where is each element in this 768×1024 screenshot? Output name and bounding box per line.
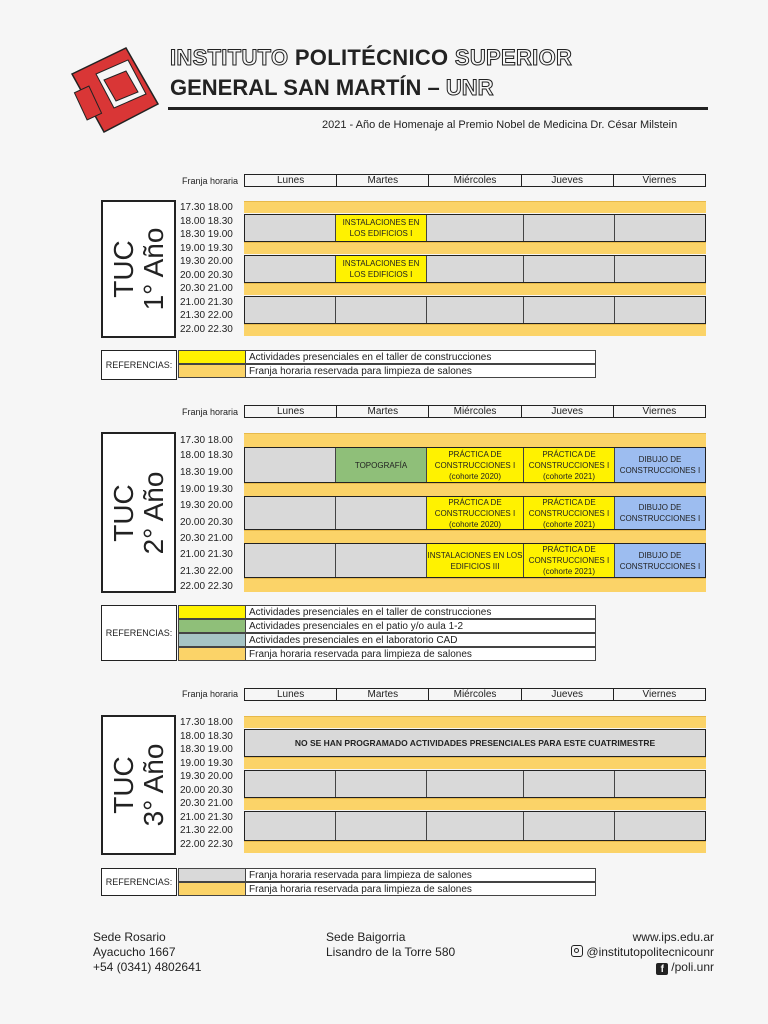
reference-text: Actividades presenciales en el patio y/o aula 1-2 [246, 620, 595, 632]
schedule-cell [245, 771, 335, 797]
year-title-box [101, 200, 176, 338]
schedule-cell [335, 771, 426, 797]
year-title-box [101, 432, 176, 593]
day-miercoles: Miércoles [428, 175, 520, 186]
schedule-cell [426, 215, 523, 241]
day-jueves: Jueves [521, 175, 613, 186]
day-viernes: Viernes [613, 406, 705, 417]
day-lunes: Lunes [276, 689, 305, 700]
reference-row [178, 647, 596, 661]
color-swatch [179, 883, 246, 895]
cleaning-band [244, 242, 706, 254]
cleaning-band [244, 757, 706, 769]
cleaning-band [244, 578, 706, 592]
time-slot: 20.30 21.00 [180, 533, 233, 544]
schedule-cell: INSTALACIONES EN LOS EDIFICIOS I [335, 256, 426, 282]
footer-baigorria-title: Sede Baigorria [326, 930, 406, 944]
time-slot: 18.00 18.30 [180, 450, 233, 461]
color-swatch [179, 648, 246, 660]
schedule-cell [335, 297, 426, 323]
time-slot: 22.00 22.30 [180, 838, 233, 850]
schedule-cell [614, 771, 705, 797]
instagram-icon [571, 945, 583, 957]
time-slot: 21.30 22.00 [180, 566, 233, 577]
schedule-cell [245, 812, 335, 840]
schedule-block [244, 770, 706, 798]
schedule-cell [335, 544, 426, 577]
schedule-cell [245, 256, 335, 282]
time-slot: 21.00 21.30 [180, 811, 233, 823]
footer-rosario-title: Sede Rosario [93, 930, 166, 944]
references-label: REFERENCIAS: [101, 868, 177, 896]
reference-row [178, 868, 596, 882]
reference-row [178, 633, 596, 647]
days-header [244, 405, 706, 418]
schedule-cell [426, 771, 523, 797]
schedule-cell: INSTALACIONES EN LOS EDIFICIOS I [335, 215, 426, 241]
reference-row [178, 619, 596, 633]
institute-word-5: UNR [445, 75, 494, 100]
facebook-row[interactable] [571, 960, 714, 975]
schedule-cell: PRÁCTICA DE CONSTRUCCIONES I (cohorte 2021) [523, 497, 614, 529]
time-slot: 21.30 22.00 [180, 310, 233, 321]
schedule-block [244, 543, 706, 578]
year-motto: 2021 - Año de Homenaje al Premio Nobel de Medicina Dr. César Milstein [322, 119, 678, 131]
schedule-cell: TOPOGRAFÍA [335, 448, 426, 482]
time-slot: 18.30 19.00 [180, 229, 233, 240]
institute-word-3: SUPERIOR [454, 45, 573, 70]
schedule-cell: PRÁCTICA DE CONSTRUCCIONES I (cohorte 2021) [523, 544, 614, 577]
color-swatch [179, 351, 246, 363]
time-slot: 18.00 18.30 [180, 215, 233, 227]
footer-baigorria [326, 930, 455, 960]
footer-rosario [93, 930, 201, 975]
color-swatch [179, 634, 246, 646]
institute-word-2: POLITÉCNICO [294, 45, 449, 70]
schedule-cell [335, 812, 426, 840]
institute-word-4: GENERAL SAN MARTÍN – [170, 75, 440, 100]
time-slot: 20.30 21.00 [180, 283, 233, 294]
time-slot: 17.30 18.00 [180, 717, 233, 728]
instagram-row[interactable] [571, 945, 714, 960]
cleaning-band [244, 716, 706, 728]
time-slot: 19.00 19.30 [180, 757, 233, 769]
time-slot: 19.30 20.00 [180, 771, 233, 782]
schedule-block [244, 255, 706, 283]
schedule-block [244, 296, 706, 324]
day-miercoles: Miércoles [428, 689, 520, 700]
year-title: TUC 2° Año [107, 471, 169, 554]
time-slot: 17.30 18.00 [180, 435, 233, 446]
time-slot: 20.00 20.30 [180, 784, 233, 796]
schedule-block [244, 447, 706, 483]
reference-text: Actividades presenciales en el laboratorio CAD [246, 634, 595, 646]
time-slot: 22.00 22.30 [180, 581, 233, 592]
time-slot: 20.00 20.30 [180, 517, 233, 528]
schedule-cell [426, 256, 523, 282]
day-martes: Martes [336, 175, 428, 186]
color-swatch [179, 620, 246, 632]
reference-row [178, 605, 596, 619]
schedule-block [244, 811, 706, 841]
cleaning-band [244, 283, 706, 295]
day-lunes: Lunes [276, 406, 305, 417]
schedule-cell [245, 497, 335, 529]
day-martes: Martes [336, 406, 428, 417]
schedule-block [244, 214, 706, 242]
references-label: REFERENCIAS: [101, 350, 177, 380]
color-swatch [179, 869, 246, 881]
reference-text: Actividades presenciales en el taller de construcciones [246, 351, 595, 363]
schedule-cell [335, 497, 426, 529]
time-slot: 20.00 20.30 [180, 269, 233, 281]
year-title: TUC 1° Año [107, 227, 169, 311]
franja-label: Franja horaria [182, 689, 239, 699]
time-slot: 20.30 21.00 [180, 798, 233, 809]
institute-logo [66, 44, 162, 136]
color-swatch [179, 365, 246, 377]
time-slot: 21.00 21.30 [180, 296, 233, 308]
cleaning-band [244, 324, 706, 336]
cleaning-band [244, 798, 706, 810]
time-slot: 19.00 19.30 [180, 242, 233, 254]
year-title: TUC 3° Año [107, 743, 169, 827]
schedule-cell [523, 297, 614, 323]
reference-text: Actividades presenciales en el taller de construcciones [246, 606, 595, 618]
cleaning-band [244, 201, 706, 213]
institute-name-line2 [170, 76, 494, 100]
institute-name-line1 [170, 46, 572, 70]
cleaning-band [244, 841, 706, 853]
schedule-cell: DIBUJO DE CONSTRUCCIONES I [614, 448, 705, 482]
reference-row [178, 882, 596, 896]
footer-contact [571, 930, 714, 975]
schedule-cell [523, 771, 614, 797]
color-swatch [179, 606, 246, 618]
franja-label: Franja horaria [182, 176, 239, 186]
schedule-cell: PRÁCTICA DE CONSTRUCCIONES I (cohorte 2020) [426, 448, 523, 482]
time-slot: 21.30 22.00 [180, 825, 233, 836]
time-slot: 19.30 20.00 [180, 256, 233, 267]
schedule-cell [614, 215, 705, 241]
instagram-handle: @institutopolitecnicounr [586, 945, 714, 959]
day-jueves: Jueves [521, 406, 613, 417]
time-slot: 19.00 19.30 [180, 484, 233, 495]
schedule-block [244, 496, 706, 530]
schedule-cell: PRÁCTICA DE CONSTRUCCIONES I (cohorte 2021) [523, 448, 614, 482]
schedule-cell [614, 812, 705, 840]
footer-baigorria-address: Lisandro de la Torre 580 [326, 945, 456, 959]
footer-rosario-phone: +54 (0341) 4802641 [93, 960, 202, 974]
institute-word-1: INSTITUTO [170, 45, 289, 70]
reference-text: Franja horaria reservada para limpieza de salones [246, 869, 595, 881]
time-column [180, 201, 242, 336]
schedule-cell [523, 256, 614, 282]
schedule-cell: PRÁCTICA DE CONSTRUCCIONES I (cohorte 2020) [426, 497, 523, 529]
day-jueves: Jueves [521, 689, 613, 700]
schedule-cell: DIBUJO DE CONSTRUCCIONES I [614, 544, 705, 577]
no-activities-notice: NO SE HAN PROGRAMADO ACTIVIDADES PRESENCIALES PARA ESTE CUATRIMESTRE [244, 729, 706, 757]
schedule-cell [245, 544, 335, 577]
time-column [180, 716, 242, 851]
cleaning-band [244, 530, 706, 543]
day-viernes: Viernes [613, 689, 705, 700]
schedule-cell [426, 812, 523, 840]
footer-rosario-address: Ayacucho 1667 [93, 945, 176, 959]
reference-text: Franja horaria reservada para limpieza de salones [246, 648, 595, 660]
time-slot: 19.30 20.00 [180, 500, 233, 511]
schedule-cell: INSTALACIONES EN LOS EDIFICIOS III [426, 544, 523, 577]
header-rule [168, 107, 708, 110]
days-header [244, 688, 706, 701]
schedule-cell [614, 256, 705, 282]
facebook-handle: /poli.unr [671, 960, 714, 974]
schedule-cell [523, 812, 614, 840]
day-lunes: Lunes [276, 175, 305, 186]
reference-text: Franja horaria reservada para limpieza de salones [246, 883, 595, 895]
time-slot: 18.00 18.30 [180, 730, 233, 742]
time-slot: 18.30 19.00 [180, 467, 233, 478]
franja-label: Franja horaria [182, 407, 239, 417]
year-title-box [101, 715, 176, 855]
cleaning-band [244, 433, 706, 447]
schedule-cell [523, 215, 614, 241]
schedule-cell [245, 448, 335, 482]
reference-row [178, 364, 596, 378]
schedule-cell: DIBUJO DE CONSTRUCCIONES I [614, 497, 705, 529]
days-header [244, 174, 706, 187]
website-link[interactable]: www.ips.edu.ar [632, 930, 714, 944]
time-slot: 17.30 18.00 [180, 202, 233, 213]
schedule-cell [614, 297, 705, 323]
references-label: REFERENCIAS: [101, 605, 177, 661]
schedule-cell [426, 297, 523, 323]
time-slot: 18.30 19.00 [180, 744, 233, 755]
schedule-cell [245, 215, 335, 241]
schedule-cell [245, 297, 335, 323]
facebook-icon: f [656, 963, 668, 975]
time-column [180, 433, 242, 594]
day-viernes: Viernes [613, 175, 705, 186]
day-miercoles: Miércoles [428, 406, 520, 417]
reference-text: Franja horaria reservada para limpieza de salones [246, 365, 595, 377]
reference-row [178, 350, 596, 364]
time-slot: 22.00 22.30 [180, 323, 233, 335]
day-martes: Martes [336, 689, 428, 700]
cleaning-band [244, 483, 706, 496]
time-slot: 21.00 21.30 [180, 549, 233, 560]
